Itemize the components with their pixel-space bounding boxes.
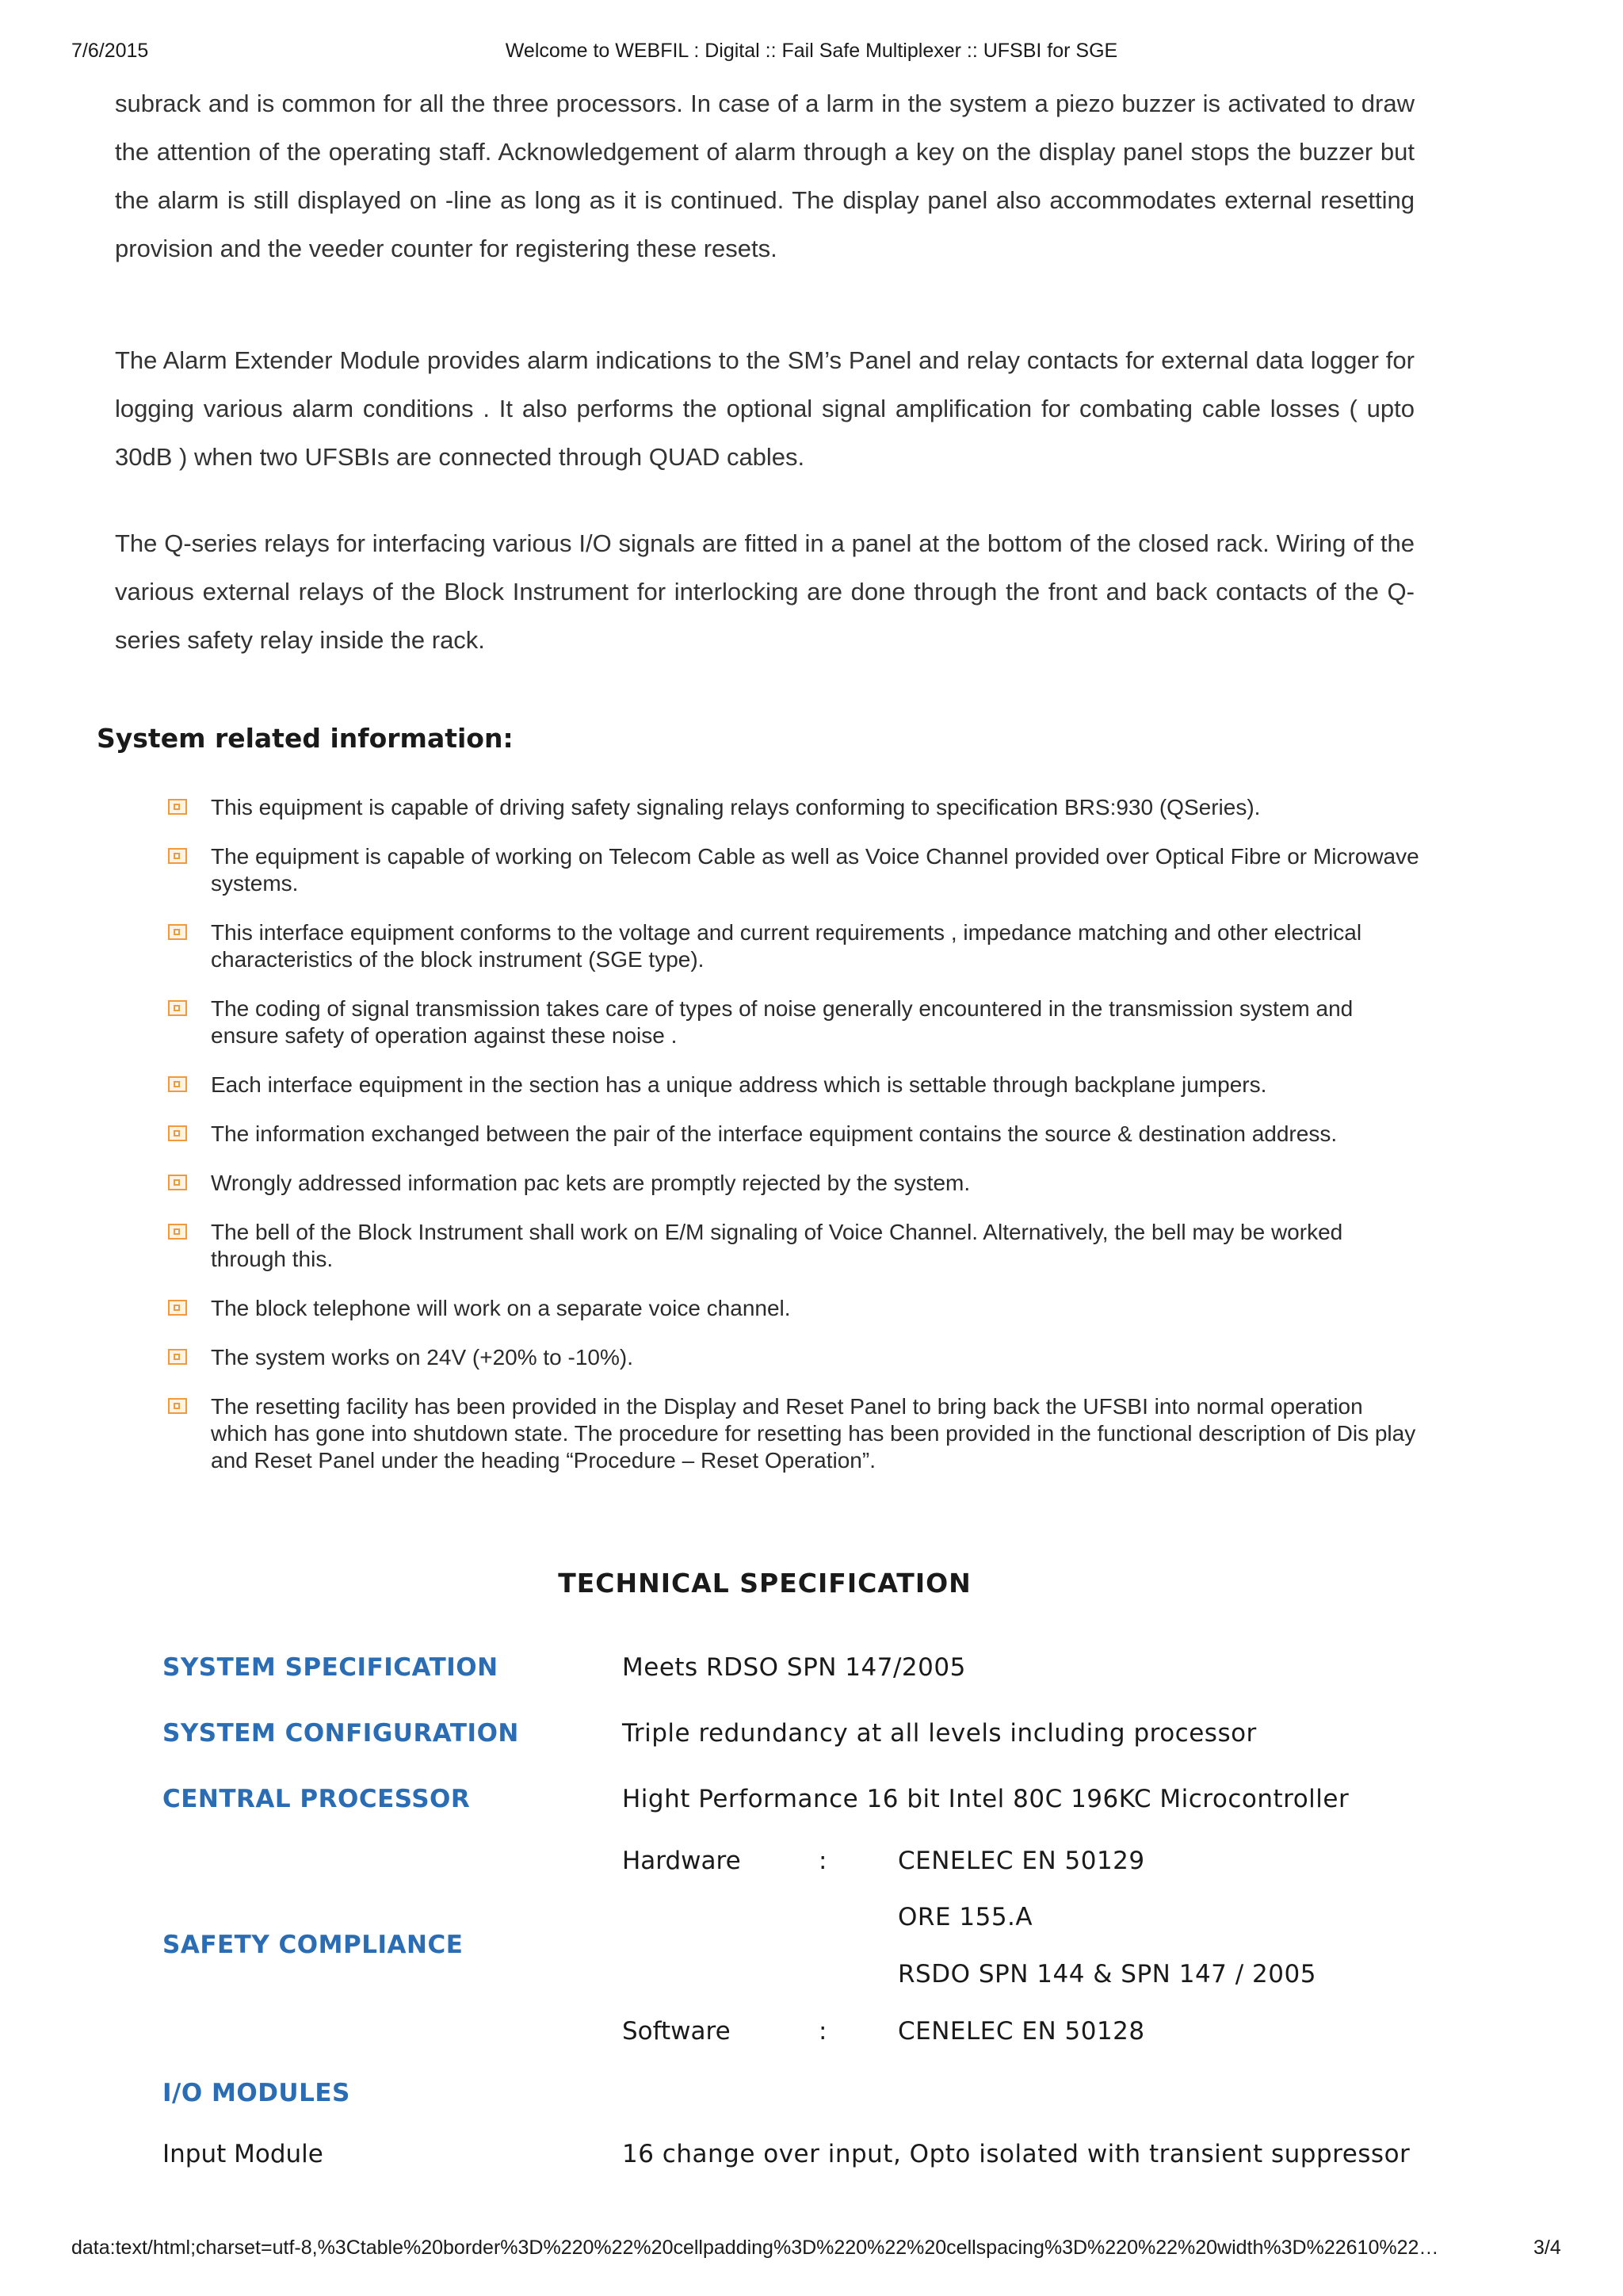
orange-square-bullet-icon (168, 1224, 187, 1240)
list-item: The bell of the Block Instrument shall work on E/M signaling of Voice Channel. Alternatively, the bell may be worked through this. (168, 1219, 1420, 1273)
spec-value-system-configuration: Triple redundancy at all levels including processor (622, 1719, 1257, 1748)
list-item: The resetting facility has been provided in the Display and Reset Panel to bring back the UFSBI into normal operation which has gone into shutdown state. The procedure for resetting has been provided in the functional description of Dis play and Reset Panel under the heading “Procedure – Reset Operation”. (168, 1393, 1420, 1474)
input-module-value: 16 change over input, Opto isolated with transient suppressor (622, 2140, 1411, 2168)
hardware-label: Hardware (622, 1847, 741, 1875)
paragraph-q-series-relays: The Q-series relays for interfacing various I/O signals are fitted in a panel at the bottom of the closed rack. Wiring of the various external relays of the Block Instrument for interlocking are done through the front and back contacts of the Q-series safety relay inside the rack. (115, 529, 1415, 654)
orange-square-bullet-icon (168, 1349, 187, 1365)
orange-square-bullet-icon (168, 848, 187, 864)
hardware-standard: RSDO SPN 144 & SPN 147 / 2005 (898, 1960, 1316, 1988)
orange-square-bullet-icon (168, 924, 187, 940)
spec-label-safety-compliance: SAFETY COMPLIANCE (162, 1931, 464, 1959)
page-title: Welcome to WEBFIL : Digital :: Fail Safe Multiplexer :: UFSBI for SGE (505, 40, 1118, 62)
spec-label-system-specification: SYSTEM SPECIFICATION (162, 1653, 498, 1682)
spec-label-central-processor: CENTRAL PROCESSOR (162, 1785, 471, 1813)
list-item: The equipment is capable of working on Telecom Cable as well as Voice Channel provided over Optical Fibre or Microwave systems. (168, 843, 1420, 897)
orange-square-bullet-icon (168, 1300, 187, 1316)
spec-label-io-modules: I/O MODULES (162, 2079, 350, 2107)
orange-square-bullet-icon (168, 1398, 187, 1414)
paragraph-alarm-extender: The Alarm Extender Module provides alarm indications to the SM’s Panel and relay contacts for external data logger for logging various alarm conditions . It also performs the optional signal amplification for combating cable losses ( upto 30dB ) when two UFSBIs are connected through QUAD cables. (115, 346, 1415, 471)
spec-label-system-configuration: SYSTEM CONFIGURATION (162, 1719, 519, 1748)
tech-spec-title: TECHNICAL SPECIFICATION (558, 1568, 972, 1599)
software-colon: : (819, 2017, 827, 2046)
orange-square-bullet-icon (168, 1175, 187, 1190)
list-item: The block telephone will work on a separate voice channel. (168, 1295, 1420, 1322)
hardware-standard: ORE 155.A (898, 1903, 1033, 1931)
software-standard: CENELEC EN 50128 (898, 2017, 1145, 2046)
list-item: Wrongly addressed information pac kets are promptly rejected by the system. (168, 1170, 1420, 1197)
list-item: Each interface equipment in the section has a unique address which is settable through backplane jumpers. (168, 1072, 1420, 1098)
list-item: The coding of signal transmission takes care of types of noise generally encountered in the transmission system and ensure safety of operation against these noise . (168, 995, 1420, 1049)
footer-url: data:text/html;charset=utf-8,%3Ctable%20border%3D%220%22%20cellpadding%3D%220%22%20cellspacing%3D%220%22%20width%3D%22610%22… (71, 2237, 1439, 2259)
list-item: The information exchanged between the pair of the interface equipment contains the source & destination address. (168, 1121, 1420, 1148)
print-date: 7/6/2015 (71, 40, 149, 62)
paragraph-display-panel: subrack and is common for all the three processors. In case of a larm in the system a piezo buzzer is activated to draw the attention of the operating staff. Acknowledgement of alarm through a key on the display panel stops the buzzer but the alarm is still displayed on -line as long as it is continued. The display panel also accommodates external resetting provision and the veeder counter for registering these resets. (115, 90, 1415, 262)
hardware-standard: CENELEC EN 50129 (898, 1847, 1145, 1875)
page-number: 3/4 (1533, 2237, 1561, 2259)
list-item: This equipment is capable of driving safety signaling relays conforming to specification BRS:930 (QSeries). (168, 794, 1420, 821)
list-item: This interface equipment conforms to the voltage and current requirements , impedance matching and other electrical characteristics of the block instrument (SGE type). (168, 919, 1420, 973)
intro-paragraphs (115, 79, 1415, 702)
spec-value-system-specification: Meets RDSO SPN 147/2005 (622, 1653, 966, 1682)
list-item: The system works on 24V (+20% to -10%). (168, 1344, 1420, 1371)
hardware-colon: : (819, 1847, 827, 1875)
orange-square-bullet-icon (168, 1125, 187, 1141)
input-module-label: Input Module (162, 2140, 323, 2168)
spec-value-central-processor: Hight Performance 16 bit Intel 80C 196KC Microcontroller (622, 1785, 1350, 1813)
orange-square-bullet-icon (168, 799, 187, 815)
system-info-list (168, 794, 1420, 1496)
software-label: Software (622, 2017, 731, 2046)
orange-square-bullet-icon (168, 1076, 187, 1092)
orange-square-bullet-icon (168, 1000, 187, 1016)
system-info-heading: System related information: (97, 723, 514, 754)
